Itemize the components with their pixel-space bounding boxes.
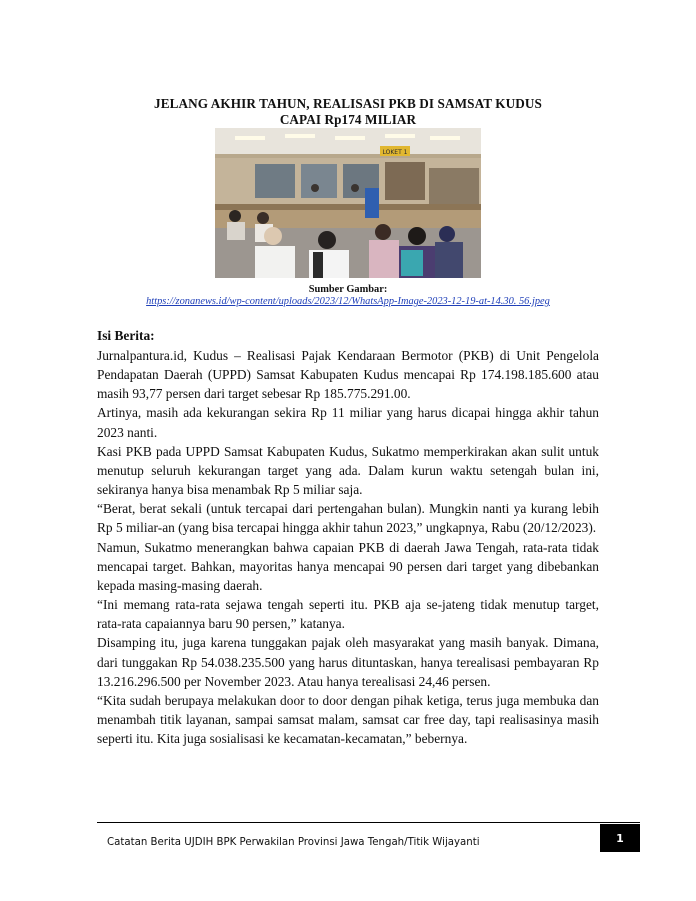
paragraph: “Ini memang rata-rata sejawa tengah seperti itu. PKB aja se-jateng tidak menutup target, rata-rata capaiannya baru 90 persen,” katanya.: [97, 597, 599, 632]
article-photo: [215, 128, 481, 278]
article-title: [0, 96, 696, 128]
paragraph: Disamping itu, juga karena tunggakan pajak oleh masyarakat yang masih banyak. Dimana, dari tunggakan Rp 54.038.235.500 yang harus dituntaskan, hanya terealisasi pembayaran Rp 13.216.296.500 per November 2023. Atau hanya terealisasi 24,46 persen.: [97, 635, 599, 689]
image-source-url-tail: 56.jpeg: [516, 296, 550, 307]
article-title-line-2: CAPAI Rp174 MILIAR: [279, 112, 417, 127]
paragraph: Namun, Sukatmo menerangkan bahwa capaian PKB di daerah Jawa Tengah, rata-rata tidak mencapai target. Bahkan, mayoritas hanya mencapai 90 persen dari target yang dibebankan kepada masing-masing daerah.: [97, 539, 599, 593]
paragraph: Artinya, masih ada kekurangan sekira Rp 11 miliar yang harus dicapai hingga akhir tahun 2023 nanti.: [97, 405, 599, 440]
paragraph: Jurnalpantura.id, Kudus – Realisasi Pajak Kendaraan Bermotor (PKB) di Unit Pengelola Pendapatan Daerah (UPPD) Samsat Kabupaten Kudus mencapai Rp 174.198.185.600 atau masih 93,77 persen dari target sebesar Rp 185.775.291.00.: [97, 348, 599, 402]
footer-text: Catatan Berita UJDIH BPK Perwakilan Provinsi Jawa Tengah/Titik Wijayanti: [107, 837, 480, 848]
article-title-line-1: JELANG AKHIR TAHUN, REALISASI PKB DI SAMSAT KUDUS: [154, 96, 542, 111]
section-heading: Isi Berita:: [97, 328, 155, 343]
image-source-url: https://zonanews.id/wp-content/uploads/2023/12/WhatsApp-Image-2023-12-19-at-14.30.: [146, 296, 517, 307]
image-caption-label: Sumber Gambar:: [308, 284, 388, 295]
footer-divider: [97, 822, 640, 823]
paragraph: Kasi PKB pada UPPD Samsat Kabupaten Kudus, Sukatmo memperkirakan akan sulit untuk menutup seluruh kekurangan target yang ada. Dalam kurun waktu setengah bulan ini, sekiranya hanya bisa menambak Rp 5 miliar saja.: [97, 443, 599, 498]
loket-sign-text: LOKET 1: [382, 149, 408, 156]
paragraph: “Kita sudah berupaya melakukan door to door dengan pihak ketiga, terus juga membuka dan menambah titik layanan, sampai samsat malam, samsat car free day, tapi realisasinya masih seperti itu. Kita juga sosialisasi ke kecamatan-kecamatan,” bebernya.: [97, 692, 599, 747]
image-caption: [0, 284, 696, 308]
image-source-link[interactable]: [0, 296, 696, 308]
article-body: [97, 346, 599, 748]
paragraph: “Berat, berat sekali (untuk tercapai dari pertengahan bulan). Mungkin nanti ya kurang lebih Rp 5 miliar-an (yang bisa tercapai hingga akhir tahun 2023,” ungkapnya, Rabu (20/12/2023).: [97, 501, 599, 536]
page-number: 1: [600, 824, 640, 852]
